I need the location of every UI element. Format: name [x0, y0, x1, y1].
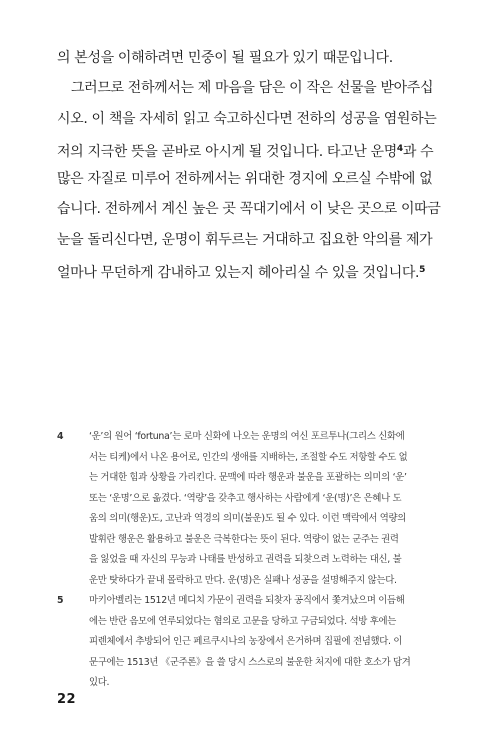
- text-line: 습니다. 전하께서 계신 높은 곳 꼭대기에서 이 낮은 곳으로 이따금: [57, 201, 441, 218]
- footnote-line: 움의 의미(행운)도, 고난과 역경의 의미(불운)도 될 수 있다. 이런 맥락에서 역량의: [89, 513, 407, 524]
- footnote-line: ‘운’의 원어 ‘fortuna’는 로마 신화에 나오는 운명의 여신 포르투나(그리스 신화에: [89, 431, 405, 442]
- footnote-line: 있다.: [89, 677, 110, 688]
- footnote-line: 서는 티케)에서 나온 용어로, 인간의 생애를 지배하는, 조절할 수도 저항할 수도 없: [89, 451, 408, 463]
- footnote-number: 5: [57, 595, 64, 606]
- text-line-with-note-4: [57, 134, 445, 164]
- page-number: 22: [57, 692, 77, 707]
- main-text: [57, 43, 445, 285]
- text-line: 시오. 이 책을 자세히 읽고 숙고하신다면 전하의 성공을 염원하는: [57, 110, 437, 127]
- footnote-line: 또는 ‘운명’으로 옮겼다. ‘역량’을 갖추고 행사하는 사람에게 ‘운(명)’은 은혜나 도: [89, 492, 402, 504]
- text-line: 그러므로 전하께서는 제 마음을 담은 이 작은 선물을 받아주십: [71, 80, 434, 97]
- text-line: 얼마나 무던하게 감내하고 있는지 헤아리실 수 있을 것입니다.: [57, 265, 420, 282]
- text-line: 눈을 돌리신다면, 운명이 휘두르는 거대하고 집요한 악의를 제가: [57, 231, 433, 248]
- footnotes: [57, 427, 449, 694]
- footnote-ref-5: 5: [419, 265, 426, 276]
- text-line: 저의 지극한 뜻을 곧바로 아시게 될 것입니다. 타고난 운명: [57, 143, 397, 160]
- footnote-line: 에는 반란 음모에 연루되었다는 혐의로 고문을 당하고 구금되었다. 석방 후에는: [89, 615, 397, 627]
- text-line: 많은 자질로 미루어 전하께서는 위대한 경지에 오르실 수밖에 없: [57, 171, 433, 188]
- footnote-line: 마키아벨리는 1512년 메디치 가문이 권력을 되찾자 공직에서 쫓겨났으며 이듬해: [89, 595, 405, 606]
- text-line-tail: 과 수: [402, 143, 434, 160]
- footnote-line: 는 거대한 힘과 상황을 가리킨다. 문맥에 따라 행운과 불운을 포괄하는 의미의 ‘운’: [89, 472, 407, 483]
- footnote-4: [57, 427, 449, 591]
- footnote-line: 을 잃었을 때 자신의 무능과 나태를 반성하고 권력을 되찾으려 노력하는 대신, 불: [89, 554, 402, 565]
- footnote-ref-4: 4: [396, 143, 403, 154]
- footnote-line: 문구에는 1513년 《군주론》을 쓸 당시 스스로의 불운한 처지에 대한 호소가 담겨: [89, 656, 411, 668]
- footnote-line: 운만 탓하다가 끝내 몰락하고 만다. 운(명)은 실패나 성공을 설명해주지 않는다.: [89, 574, 397, 586]
- text-line: 의 본성을 이해하려면 민중이 될 필요가 있기 때문입니다.: [57, 50, 393, 66]
- footnote-line: 피렌체에서 추방되어 인근 페르쿠시나의 농장에서 은거하며 집필에 전념했다. 이: [89, 636, 403, 647]
- footnote-5: [57, 591, 449, 694]
- footnote-line: 발휘란 행운은 활용하고 불운은 극복한다는 뜻이 된다. 역량이 없는 군주는 권력: [89, 533, 399, 545]
- text-line-with-note-5: [57, 255, 445, 285]
- footnote-number: 4: [57, 431, 64, 442]
